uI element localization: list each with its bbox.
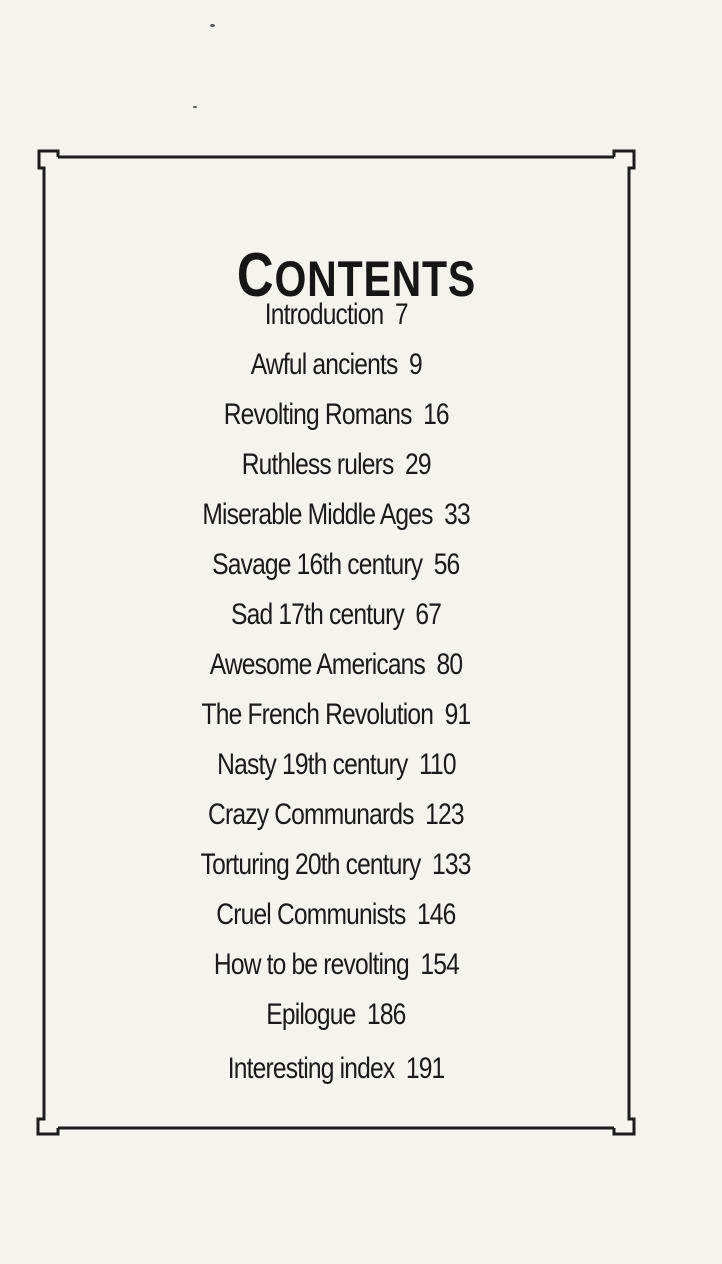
toc-entry-page: 146 — [417, 898, 456, 931]
toc-entry-page: 91 — [444, 698, 471, 731]
toc-entry — [0, 540, 672, 590]
toc-entry-page: 56 — [433, 548, 460, 581]
toc-entry-title: Savage 16th century — [212, 548, 423, 581]
toc-entry-page: 186 — [367, 998, 406, 1031]
toc-entry-title: Revolting Romans — [223, 398, 412, 431]
toc-entry — [0, 690, 672, 740]
toc-entry — [0, 340, 672, 390]
toc-entry-title: Awful ancients — [250, 348, 398, 381]
toc-entry — [0, 840, 672, 890]
toc-entry — [0, 790, 672, 840]
toc-entry-title: Introduction — [264, 298, 384, 331]
toc-entry — [0, 740, 672, 790]
toc-entry-page: 67 — [415, 598, 442, 631]
toc-entry — [0, 290, 672, 340]
toc-entry-page: 133 — [432, 848, 471, 881]
toc-entry-title: Awesome Americans — [209, 648, 426, 681]
toc-entry — [0, 940, 672, 990]
toc-entry-page: 80 — [436, 648, 463, 681]
toc-entry-title: Torturing 20th century — [201, 848, 421, 881]
toc-entry-page: 16 — [422, 398, 449, 431]
toc-entry-page: 29 — [404, 448, 431, 481]
toc-entry-page: 123 — [425, 798, 464, 831]
table-of-contents — [0, 290, 672, 1094]
toc-entry-page: 7 — [394, 298, 408, 331]
toc-entry-page: 9 — [408, 348, 422, 381]
toc-entry-title: Sad 17th century — [230, 598, 404, 631]
toc-entry-title: Miserable Middle Ages — [202, 498, 433, 531]
title-initial: C — [236, 240, 275, 310]
toc-entry-page: 191 — [405, 1052, 445, 1085]
title-rest: ONTENTS — [274, 250, 477, 307]
toc-entry-title: Crazy Communards — [208, 798, 414, 831]
toc-entry-title: Ruthless rulers — [241, 448, 394, 481]
toc-entry-title: The French Revolution — [201, 698, 434, 731]
toc-entry — [0, 990, 672, 1040]
toc-entry — [0, 1044, 672, 1094]
toc-entry-title: Interesting index — [227, 1052, 395, 1085]
toc-entry-title: Nasty 19th century — [216, 748, 408, 781]
toc-entry-page: 33 — [444, 498, 470, 531]
toc-entry — [0, 640, 672, 690]
toc-entry — [0, 440, 672, 490]
toc-entry-title: How to be revolting — [213, 948, 409, 981]
toc-entry — [0, 890, 672, 940]
toc-entry-page: 110 — [418, 748, 456, 781]
toc-entry — [0, 490, 672, 540]
toc-entry — [0, 590, 672, 640]
toc-entry-title: Epilogue — [266, 998, 356, 1031]
toc-entry-title: Cruel Communists — [216, 898, 406, 931]
toc-entry-page: 154 — [419, 948, 459, 981]
toc-entry — [0, 390, 672, 440]
